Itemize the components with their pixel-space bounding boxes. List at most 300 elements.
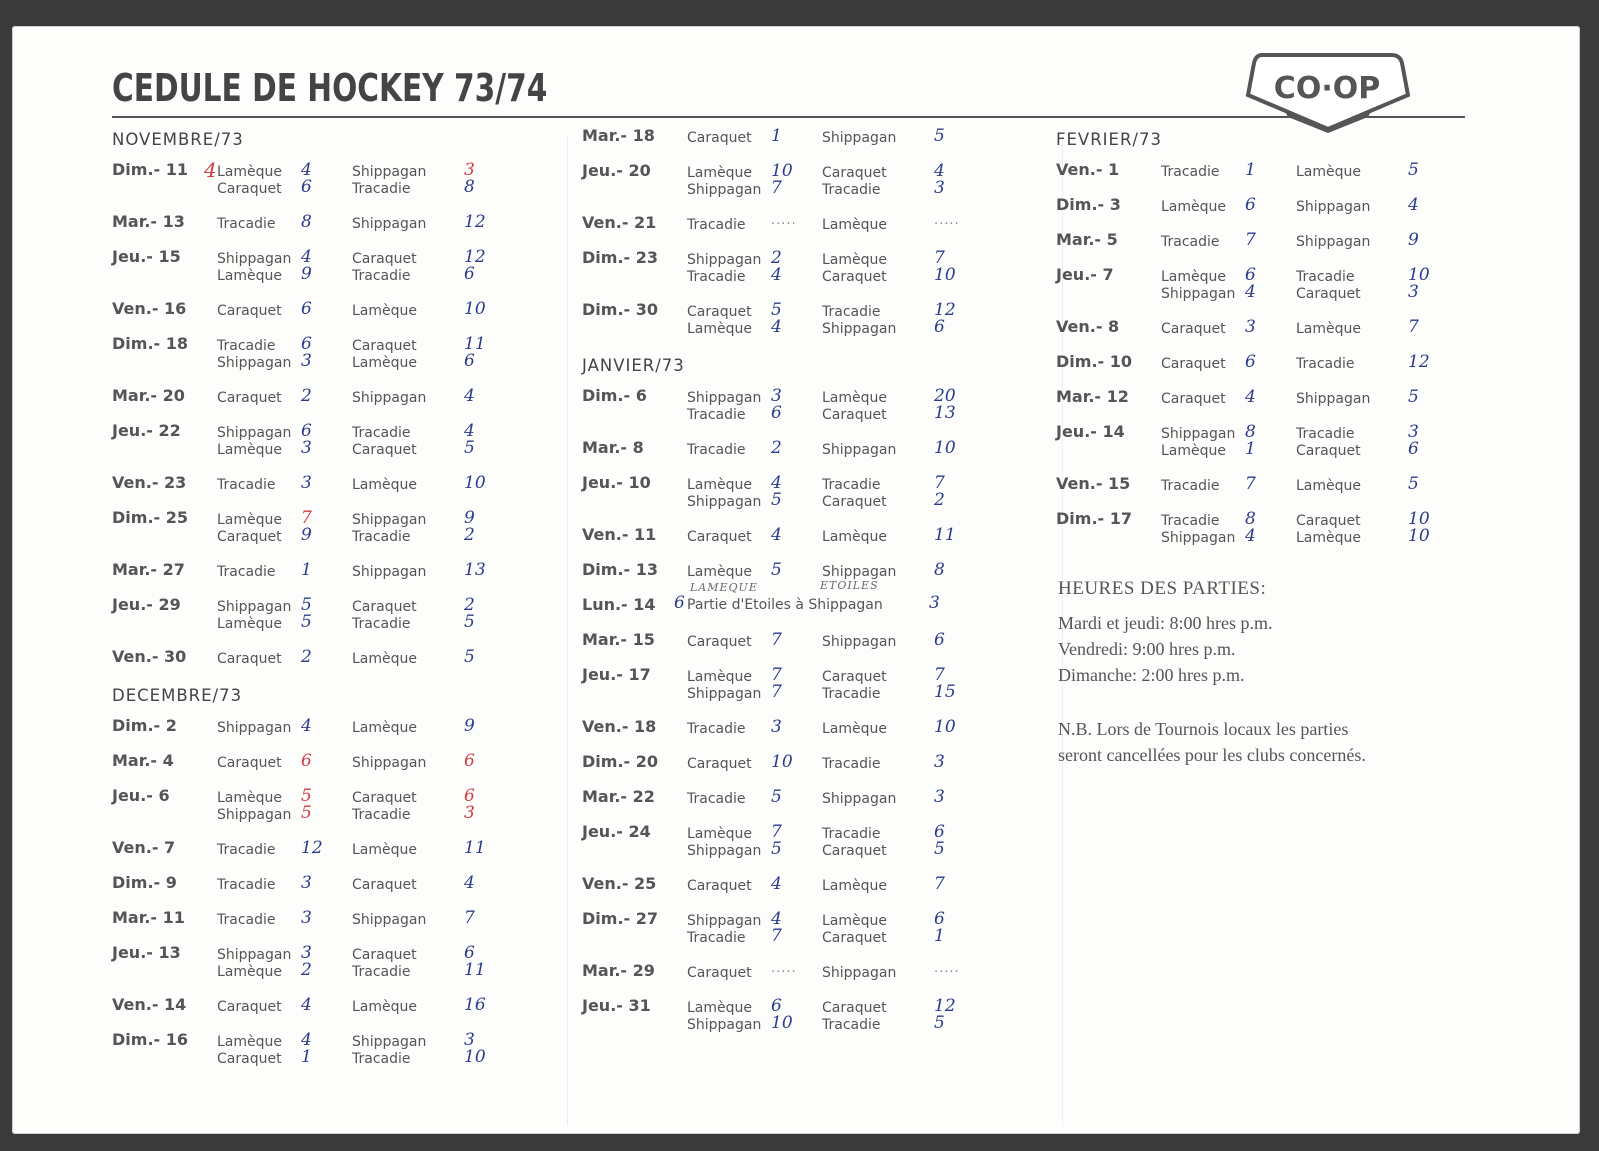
team-score: 5 [934,126,945,146]
month-heading: DECEMBRE/73 [112,686,243,705]
team-name: Caraquet [217,390,282,406]
team-name: Lamèque [687,321,753,337]
team-score: 4 [771,473,782,493]
team-name: Lamèque [822,217,888,233]
schedule-row [582,558,1002,593]
team-name: Tracadie [352,181,411,197]
team-score: 6 [301,299,312,319]
team-name: Tracadie [1296,269,1355,285]
schedule-row [112,558,532,593]
team-name: Shippagan [217,947,292,963]
team-name: Tracadie [1161,164,1220,180]
team-score: 4 [771,525,782,545]
team-name: Shippagan [352,1034,427,1050]
schedule-row [112,332,532,384]
schedule-row [1056,350,1476,385]
handwritten-mark: 4 [204,158,217,182]
team-name: Caraquet [352,338,417,354]
team-score: 5 [771,560,782,580]
schedule-row [112,993,532,1028]
team-score: 3 [464,160,475,180]
game-date: Mar.- 4 [112,751,174,770]
team-name: Tracadie [687,407,746,423]
team-score: 5 [934,839,945,859]
team-name: Shippagan [687,494,762,510]
team-score: 6 [934,909,945,929]
team-score: 4 [464,421,475,441]
team-name: Lamèque [1296,478,1362,494]
team-score: 5 [1408,160,1419,180]
team-score: 12 [464,247,486,267]
team-score: 5 [1408,387,1419,407]
team-name: Caraquet [687,756,752,772]
game-date: Ven.- 1 [1056,160,1120,179]
team-score: 3 [771,386,782,406]
team-score: ..... [771,213,797,228]
team-score: 10 [934,265,956,285]
team-score: 7 [301,508,312,528]
team-name: Tracadie [217,842,276,858]
game-date: Jeu.- 7 [1056,265,1114,284]
schedule-row [582,436,1002,471]
team-name: Tracadie [352,1051,411,1067]
team-score: 3 [464,803,475,823]
team-name: Shippagan [1296,391,1371,407]
team-name: Tracadie [1296,426,1355,442]
team-score: 10 [771,161,793,181]
team-name: Tracadie [1161,234,1220,250]
team-score: 2 [464,525,475,545]
team-name: Shippagan [217,425,292,441]
team-score: 7 [464,908,475,928]
game-date: Jeu.- 6 [112,786,170,805]
team-score: 9 [464,508,475,528]
handwritten-score: 3 [929,593,940,613]
team-score: 6 [301,177,312,197]
game-date: Dim.- 18 [112,334,188,353]
team-score: 4 [464,386,475,406]
team-name: Tracadie [1296,356,1355,372]
team-name: Shippagan [217,807,292,823]
game-date: Ven.- 23 [112,473,187,492]
team-name: Caraquet [822,407,887,423]
game-date: Dim.- 10 [1056,352,1132,371]
team-score: 7 [934,665,945,685]
team-name: Tracadie [822,477,881,493]
team-name: Tracadie [687,217,746,233]
team-name: Shippagan [352,164,427,180]
schedule-row [1056,315,1476,350]
team-score: 4 [301,1030,312,1050]
team-name: Lamèque [687,477,753,493]
team-name: Caraquet [217,999,282,1015]
team-name: Caraquet [352,599,417,615]
team-name: Lamèque [1296,164,1362,180]
team-name: Lamèque [822,878,888,894]
game-date: Mar.- 18 [582,126,655,145]
schedule-row [1056,472,1476,507]
game-date: Jeu.- 31 [582,996,651,1015]
team-score: 16 [464,995,486,1015]
team-name: Shippagan [687,1017,762,1033]
schedule-row [112,714,532,749]
team-score: 8 [1245,422,1256,442]
month-heading: JANVIER/73 [582,356,685,375]
handwritten-note: LAMEQUE [690,581,758,594]
time-tue-thu: Mardi et jeudi: 8:00 hres p.m. [1058,613,1273,633]
team-name: Lamèque [217,268,283,284]
team-name: Caraquet [687,878,752,894]
schedule-row [112,941,532,993]
team-name: Tracadie [352,807,411,823]
team-score: 10 [771,752,793,772]
team-score: 9 [301,525,312,545]
team-score: 7 [934,473,945,493]
schedule-row [582,471,1002,523]
team-name: Shippagan [687,843,762,859]
team-score: 9 [464,716,475,736]
team-score: 4 [464,873,475,893]
team-name: Caraquet [352,947,417,963]
team-score: 3 [1408,282,1419,302]
team-score: ..... [934,213,960,228]
team-name: Shippagan [822,321,897,337]
schedule-row [1056,228,1476,263]
team-score: 12 [464,212,486,232]
schedule-row [112,297,532,332]
schedule-row [582,663,1002,715]
team-name: Tracadie [687,721,746,737]
team-name: Tracadie [822,826,881,842]
schedule-row [582,907,1002,959]
team-name: Lamèque [217,512,283,528]
schedule-row [1056,507,1476,559]
team-name: Caraquet [1161,356,1226,372]
team-name: Lamèque [1161,443,1227,459]
team-name: Caraquet [1296,513,1361,529]
schedule-row [582,384,1002,436]
game-times [1058,578,1478,768]
team-score: 12 [934,300,956,320]
handwritten-score: 6 [674,593,685,613]
team-name: Tracadie [352,616,411,632]
team-name: Lamèque [352,477,418,493]
team-score: 4 [1408,195,1419,215]
team-name: Tracadie [217,564,276,580]
team-score: 3 [301,908,312,928]
schedule-row [582,124,1002,159]
team-name: Shippagan [687,913,762,929]
team-name: Shippagan [687,686,762,702]
team-score: 10 [464,1047,486,1067]
game-date: Mar.- 15 [582,630,655,649]
team-name: Shippagan [217,599,292,615]
game-date: Jeu.- 15 [112,247,181,266]
team-score: 1 [771,126,782,146]
game-date: Ven.- 15 [1056,474,1131,493]
team-name: Lamèque [352,303,418,319]
team-score: 6 [301,751,312,771]
team-name: Caraquet [822,669,887,685]
game-date: Mar.- 22 [582,787,655,806]
team-name: Lamèque [687,564,753,580]
team-score: 4 [771,317,782,337]
team-score: 5 [771,787,782,807]
game-date: Ven.- 18 [582,717,657,736]
team-name: Shippagan [352,512,427,528]
team-score: 6 [464,751,475,771]
team-name: Caraquet [217,303,282,319]
team-name: Shippagan [822,442,897,458]
team-score: 11 [934,525,956,545]
game-date: Mar.- 8 [582,438,644,457]
game-date: Jeu.- 10 [582,473,651,492]
team-score: 8 [934,560,945,580]
game-date: Dim.- 25 [112,508,188,527]
team-name: Caraquet [822,494,887,510]
team-score: 6 [771,996,782,1016]
team-name: Tracadie [217,477,276,493]
schedule-row [582,959,1002,994]
times-heading: HEURES DES PARTIES: [1058,578,1267,599]
team-name: Lamèque [822,529,888,545]
game-date: Ven.- 8 [1056,317,1120,336]
team-score: 4 [301,995,312,1015]
schedule-row [1056,193,1476,228]
team-score: 7 [771,926,782,946]
team-score: 6 [1408,439,1419,459]
team-name: Lamèque [217,442,283,458]
team-name: Caraquet [687,965,752,981]
team-score: 3 [771,717,782,737]
team-score: 2 [464,595,475,615]
game-date: Mar.- 20 [112,386,185,405]
game-date: Lun.- 14 [582,595,656,614]
team-name: Shippagan [1296,234,1371,250]
team-name: Lamèque [822,913,888,929]
schedule-row [112,645,532,680]
column-february [1056,124,1476,559]
schedule-row [112,210,532,245]
schedule-row [582,872,1002,907]
team-score: 1 [1245,439,1256,459]
team-score: 6 [464,264,475,284]
team-score: ..... [771,961,797,976]
team-score: 3 [934,787,945,807]
team-name: Lamèque [352,651,418,667]
team-name: Tracadie [822,304,881,320]
team-name: Caraquet [217,651,282,667]
team-score: 13 [934,403,956,423]
team-score: 10 [1408,526,1430,546]
game-date: Ven.- 14 [112,995,187,1014]
team-score: 5 [464,612,475,632]
team-name: Tracadie [822,756,881,772]
team-score: 15 [934,682,956,702]
team-score: 10 [1408,265,1430,285]
team-score: 3 [301,438,312,458]
team-name: Lamèque [217,164,283,180]
team-score: 11 [464,838,486,858]
schedule-row [582,579,1002,628]
schedule-row [112,419,532,471]
team-score: 4 [771,909,782,929]
team-name: Shippagan [822,965,897,981]
team-name: Lamèque [217,616,283,632]
team-name: Lamèque [1296,321,1362,337]
month-heading: FEVRIER/73 [1056,130,1162,149]
team-score: 7 [771,630,782,650]
game-date: Mar.- 12 [1056,387,1129,406]
schedule-row [112,836,532,871]
team-score: 7 [934,248,945,268]
team-name: Caraquet [217,1051,282,1067]
team-name: Tracadie [217,912,276,928]
game-date: Dim.- 6 [582,386,647,405]
team-score: 4 [301,160,312,180]
team-score: 2 [771,438,782,458]
team-name: Shippagan [217,251,292,267]
schedule-row [582,994,1002,1046]
column-november-december [112,124,532,1080]
team-name: Caraquet [217,755,282,771]
fold-line [567,136,568,1126]
game-date: Jeu.- 14 [1056,422,1125,441]
team-score: 3 [464,1030,475,1050]
team-name: Tracadie [217,877,276,893]
team-score: 6 [771,403,782,423]
game-date: Jeu.- 13 [112,943,181,962]
team-name: Caraquet [687,304,752,320]
team-name: Shippagan [1296,199,1371,215]
team-score: 10 [934,438,956,458]
team-name: Tracadie [687,791,746,807]
team-score: 3 [301,351,312,371]
team-score: 5 [301,595,312,615]
game-date: Dim.- 13 [582,560,658,579]
schedule-row [112,906,532,941]
team-score: 2 [934,490,945,510]
team-name: Caraquet [352,790,417,806]
team-score: 6 [934,630,945,650]
team-score: 5 [934,1013,945,1033]
team-score: 7 [771,682,782,702]
schedule-row [582,159,1002,211]
team-name: Lamèque [687,826,753,842]
team-name: Lamèque [822,390,888,406]
team-score: 1 [301,560,312,580]
team-name: Lamèque [687,669,753,685]
team-score: 6 [934,822,945,842]
team-score: 5 [771,490,782,510]
team-score: 9 [1408,230,1419,250]
game-date: Ven.- 21 [582,213,657,232]
column-january [582,124,1002,1046]
team-name: Shippagan [217,355,292,371]
game-date: Ven.- 25 [582,874,657,893]
schedule-row [582,628,1002,663]
game-date: Mar.- 11 [112,908,185,927]
schedule-row [112,749,532,784]
team-score: 7 [771,665,782,685]
team-name: Shippagan [822,564,897,580]
team-score: 3 [301,473,312,493]
team-name: Shippagan [217,720,292,736]
team-score: 3 [301,943,312,963]
schedule-row [112,871,532,906]
schedule-row [1056,420,1476,472]
team-score: 6 [301,421,312,441]
team-name: Shippagan [822,130,897,146]
game-date: Ven.- 16 [112,299,187,318]
team-score: 9 [301,264,312,284]
team-score: 4 [1245,282,1256,302]
schedule-row [112,593,532,645]
team-name: Shippagan [687,390,762,406]
team-score: 6 [1245,352,1256,372]
team-score: 1 [934,926,945,946]
game-date: Jeu.- 17 [582,665,651,684]
schedule-row [112,158,532,210]
team-name: Caraquet [1161,391,1226,407]
team-name: Tracadie [352,425,411,441]
schedule-row [112,384,532,419]
team-name: Tracadie [687,442,746,458]
team-name: Caraquet [1296,286,1361,302]
game-date: Dim.- 11 [112,160,188,179]
game-date: Jeu.- 22 [112,421,181,440]
schedule-row [582,246,1002,298]
team-name: Shippagan [352,912,427,928]
team-score: 10 [771,1013,793,1033]
team-score: 2 [301,960,312,980]
game-date: Dim.- 23 [582,248,658,267]
team-score: 4 [771,265,782,285]
team-score: 1 [1245,160,1256,180]
team-score: 6 [464,786,475,806]
team-score: 13 [464,560,486,580]
team-name: Caraquet [822,843,887,859]
game-date: Mar.- 13 [112,212,185,231]
team-name: Caraquet [1296,443,1361,459]
team-score: 10 [464,299,486,319]
team-name: Lamèque [352,842,418,858]
game-date: Mar.- 29 [582,961,655,980]
team-score: 3 [1245,317,1256,337]
team-score: 1 [301,1047,312,1067]
team-name: Lamèque [217,964,283,980]
team-score: 2 [301,647,312,667]
team-score: 7 [1408,317,1419,337]
team-score: 8 [301,212,312,232]
team-score: 6 [1245,265,1256,285]
schedule-row [582,715,1002,750]
team-name: Shippagan [822,634,897,650]
team-score: 4 [301,716,312,736]
game-date: Jeu.- 20 [582,161,651,180]
team-name: Tracadie [822,1017,881,1033]
game-date: Dim.- 30 [582,300,658,319]
game-date: Dim.- 2 [112,716,177,735]
team-score: 6 [464,351,475,371]
schedule-row [1056,158,1476,193]
team-name: Shippagan [1161,286,1236,302]
team-score: 7 [771,178,782,198]
note-line: N.B. Lors de Tournois locaux les parties [1058,719,1349,739]
team-name: Caraquet [822,930,887,946]
team-score: 5 [464,647,475,667]
team-score: 4 [301,247,312,267]
